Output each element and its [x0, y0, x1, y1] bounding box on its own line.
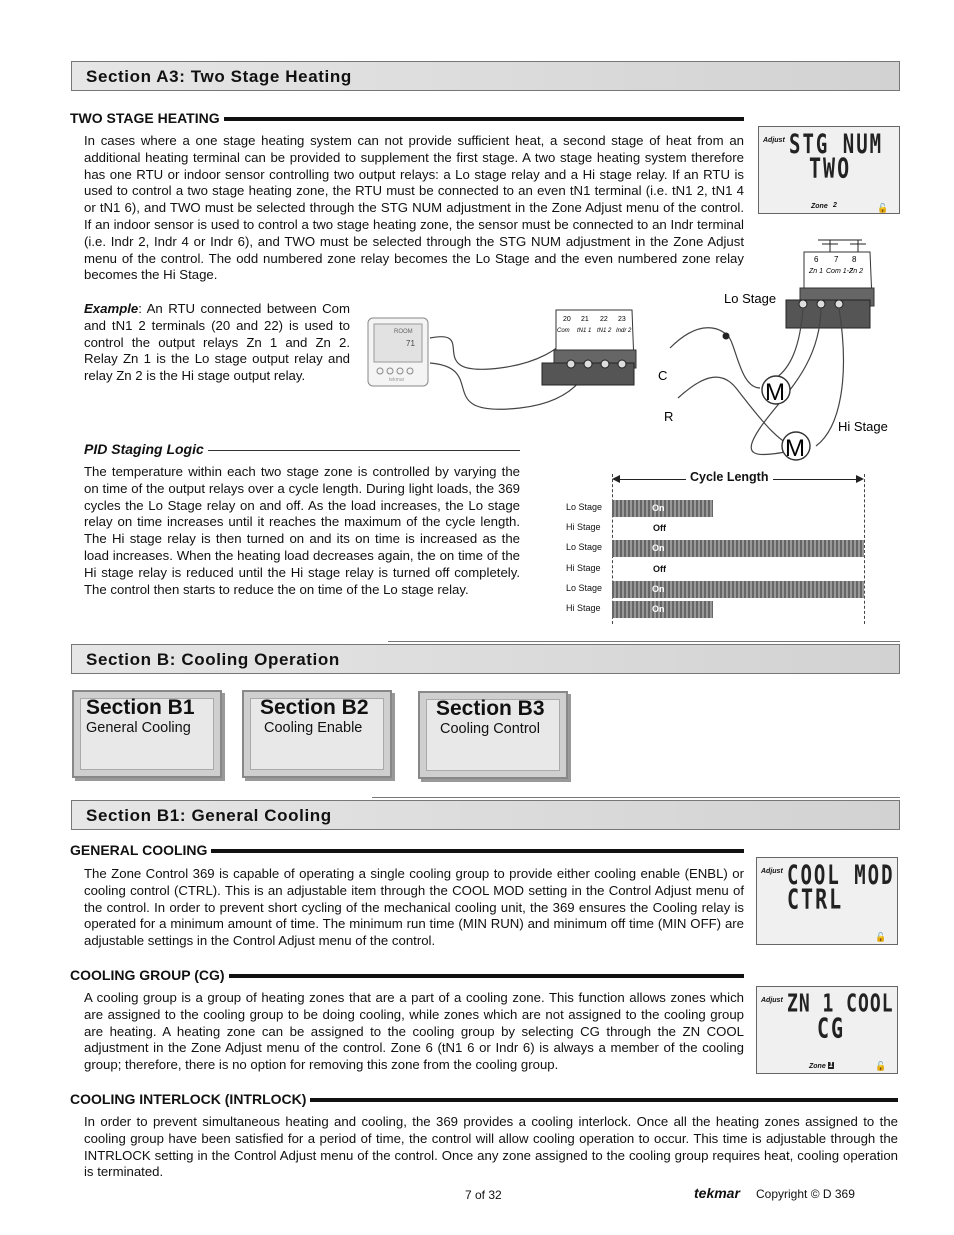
lock-icon: 🔓 [877, 203, 889, 213]
cycle-state-off: Off [653, 523, 666, 533]
section-b1-banner [71, 800, 900, 830]
section-b-topline [388, 641, 900, 642]
section-b1-topline [372, 797, 900, 798]
cooling-group-heading: COOLING GROUP (CG) [70, 967, 744, 983]
section-a3-title: Section A3: Two Stage Heating [86, 67, 352, 86]
rtu-display-text: ROOM [394, 329, 413, 335]
pid-body: The temperature within each two stage zone is controlled by varying the on time of the output relays over a cycle length. During light loads, the 369 cycles the Lo Stage relay on and off. As the load increases, the Lo stage relay on time increases until it reaches the maximum of the cycle length. The Hi stage relay is then turned on and its on time is increased as the load increases. When the heating load decreases again, the on time of the Hi stage relay is reduced until the Hi stage relay is turned off completely. The control then starts to reduce the on time of the Lo stage relay. [84, 464, 520, 597]
tile-b2-subtitle: Cooling Enable [264, 720, 363, 736]
example-body: : An RTU connected between Com and tN1 2 terminals (20 and 22) is used to control the output relays Zn 1 and Zn 2. Relay Zn 1 is the Lo stage output relay and relay Zn 2 is the Hi stage output relay. [84, 301, 350, 384]
page-number: 7 of 32 [465, 1188, 502, 1202]
cycle-bar-lo: On [612, 500, 713, 517]
cycle-row-label: Hi Stage [566, 603, 601, 613]
terminal-23-label: Indr 2 [616, 328, 632, 334]
lcd-line1: ZN 1 COOL [787, 989, 894, 1019]
terminal-6-label: Zn 1 [809, 268, 824, 275]
lcd-line1: STG NUM [789, 129, 884, 160]
terminal-22-num: 22 [600, 316, 608, 323]
terminal-block-right [786, 240, 874, 328]
cycle-bar-lo: On [612, 581, 864, 598]
section-b1-tile[interactable] [72, 690, 222, 778]
rtu-display-value: 71 [406, 339, 415, 348]
terminal-23-num: 23 [618, 316, 626, 323]
tile-b3-subtitle: Cooling Control [440, 721, 540, 737]
terminal-21-label: tN1 1 [577, 328, 592, 334]
c-label: C [658, 368, 668, 383]
lcd-adjust-label: Adjust [761, 997, 783, 1004]
terminal-7-num: 7 [834, 255, 839, 264]
section-a3-banner [71, 61, 900, 91]
section-b1-title: Section B1: General Cooling [86, 806, 332, 825]
wiring-diagram [360, 228, 900, 468]
lcd-zone-num: 2 [833, 202, 837, 209]
cycle-row-label: Hi Stage [566, 522, 601, 532]
tekmar-logo: tekmar [694, 1185, 740, 1201]
section-b3-tile[interactable] [418, 691, 568, 779]
lcd-zn-cool [756, 986, 898, 1074]
tile-b1-title: Section B1 [86, 696, 195, 719]
cooling-interlock-heading: COOLING INTERLOCK (INTRLOCK) [70, 1091, 898, 1107]
copyright: Copyright © D 369 [756, 1187, 855, 1201]
cycle-state-off: Off [653, 564, 666, 574]
tile-b3-title: Section B3 [436, 697, 545, 720]
motor-hi-label: M [785, 435, 805, 462]
cycle-row-label: Lo Stage [566, 583, 603, 593]
motor-lo-label: M [765, 379, 785, 406]
lcd-zone-label: Zone [809, 1063, 826, 1070]
cooling-group-body: A cooling group is a group of heating zones that are a part of a cooling zone. This function allows zones which are assigned to the cooling group to be doing cooling, while zones which are not assigned to the cooling group are heating. A heating zone can be assigned to the cooling group by selecting CG through the ZN COOL adjustment in the Zone Adjust menu of the control. Zone 6 (tN1 6 or Indr 6) is always a member of the cooling group; therefore, there is no option for removing this zone from the cooling group. [84, 990, 744, 1073]
lcd-adjust-label: Adjust [763, 137, 785, 144]
lo-stage-label: Lo Stage [724, 291, 777, 306]
lock-icon: 🔓 [875, 932, 887, 942]
terminal-20-num: 20 [563, 316, 571, 323]
section-b-title: Section B: Cooling Operation [86, 650, 340, 669]
section-b2-tile[interactable] [242, 690, 392, 778]
lcd-zone-label: Zone [811, 203, 828, 210]
general-cooling-heading: GENERAL COOLING [70, 842, 744, 858]
lcd-line2: CG [817, 1011, 846, 1045]
lcd-cool-mod [756, 857, 898, 945]
lcd-line2: TWO [809, 151, 852, 185]
terminal-21-num: 21 [581, 316, 589, 323]
hi-stage-label: Hi Stage [838, 419, 888, 434]
lcd-zone-num: 1 [829, 1062, 833, 1069]
terminal-block-left [542, 310, 636, 385]
terminal-22-label: tN1 2 [597, 328, 612, 334]
cycle-row-label: Hi Stage [566, 563, 601, 573]
pid-heading: PID Staging Logic [84, 441, 520, 457]
r-label: R [664, 409, 674, 424]
tile-b1-subtitle: General Cooling [86, 720, 191, 736]
general-cooling-body: The Zone Control 369 is capable of operating a single cooling group to provide either cooling enable (ENBL) or cooling control (CTRL). This is an adjustable item through the COOL MOD setting in the Control Adjust menu of the control. In order to prevent short cycling of the mechanical cooling unit, the 369 ensures the Cooling relay is operated for a minimum amount of time. The minimum run time (MIN RUN) and minimum off time (MIN OFF) are adjustable settings in the Control Adjust menu of the control. [84, 866, 744, 949]
lcd-stg-num [758, 126, 900, 214]
lcd-adjust-label: Adjust [761, 868, 783, 875]
rtu-brand: tekmar [389, 377, 405, 383]
tile-b2-title: Section B2 [260, 696, 369, 719]
lcd-line2: CTRL [787, 882, 844, 916]
rtu-thermostat [368, 318, 428, 386]
terminal-8-num: 8 [852, 255, 857, 264]
example-paragraph [84, 301, 350, 385]
cycle-bar-lo: On [612, 540, 864, 557]
cycle-bar-hi: On [612, 601, 713, 618]
terminal-20-label: Com [557, 328, 570, 334]
cycle-row-label: Lo Stage [566, 542, 603, 552]
two-stage-body: In cases where a one stage heating system can not provide sufficient heat, a second stage of heat from an additional heating terminal can be provided to supplement the first stage. A two stage heating system therefore has one RTU or indoor sensor controlling two output relays: a Lo stage relay and a Hi stage relay. If an RTU is used to control a two stage heating zone, the RTU must be connected to an even tN1 terminal (i.e. tN1 2, tN1 4 or tN1 6), and TWO must be selected through the STG NUM adjustment in the Zone Adjust menu of the control. If an indoor sensor is used to control a two stage heating zone, the sensor must be connected to an Indr terminal (i.e. Indr 2, Indr 4 or Indr 6), and TWO must be selected through the STG NUM adjustment in the Zone Adjust menu of the control. The odd numbered zone relay becomes the Lo Stage and the even numbered zone relay becomes the Hi Stage. [84, 133, 744, 283]
lcd-line1: COOL MOD [787, 860, 895, 891]
terminal-6-num: 6 [814, 255, 819, 264]
section-b-banner [71, 644, 900, 674]
terminal-7-label: Com 1-2 [826, 268, 853, 275]
two-stage-heading: TWO STAGE HEATING [70, 110, 744, 126]
cycle-length-title: Cycle Length [686, 470, 773, 484]
cycle-row-label: Lo Stage [566, 502, 603, 512]
lock-icon: 🔓 [875, 1061, 887, 1071]
cooling-interlock-body: In order to prevent simultaneous heating and cooling, the 369 provides a cooling interlock. Once all the heating zones assigned to the cooling group have been satisfied for a period of time, the control will allow cooling operation to occur. This time is adjustable through the INTRLOCK setting in the Control Adjust menu of the control. Once any zone assigned to the cooling group requires heat, cooling operation is terminated. [84, 1114, 898, 1180]
terminal-8-label: Zn 2 [849, 268, 864, 275]
example-label: Example [84, 301, 139, 316]
